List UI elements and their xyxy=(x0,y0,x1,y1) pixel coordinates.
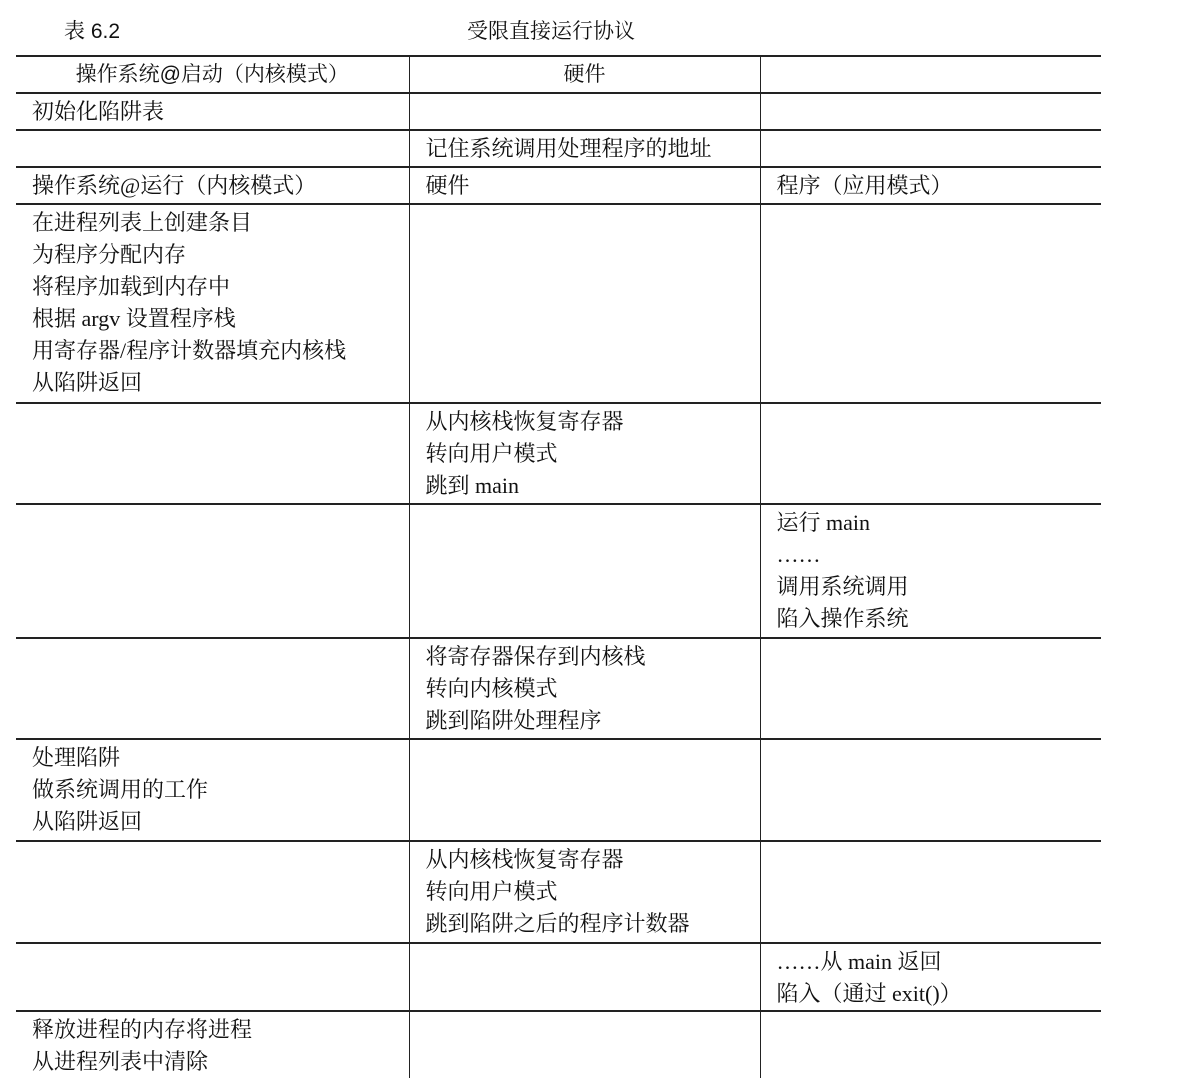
cell-line: 跳到陷阱处理程序 xyxy=(425,708,602,733)
cell-line: 转向用户模式 xyxy=(425,441,558,466)
header-label: 操作系统@启动（内核模式） xyxy=(75,63,349,86)
cell-line: 处理陷阱 xyxy=(32,745,121,770)
cell-line: 运行 main xyxy=(776,510,870,535)
cell-content xyxy=(761,1012,1102,1014)
cell-line: 调用系统调用 xyxy=(776,574,909,599)
cell-content xyxy=(410,1012,760,1014)
table-cell-os xyxy=(16,638,409,739)
table-title: 受限直接运行协议 xyxy=(467,20,635,43)
table-cell-os xyxy=(16,739,409,841)
cell-content xyxy=(410,168,760,202)
cell-line: 陷入操作系统 xyxy=(776,606,909,631)
cell-content xyxy=(761,168,1102,202)
table-number: 表 6.2 xyxy=(64,20,121,43)
table-cell-program xyxy=(760,130,1101,167)
table-cell-os xyxy=(16,93,409,130)
cell-line: ……从 main 返回 xyxy=(776,949,942,974)
cell-line: 转向内核模式 xyxy=(425,676,558,701)
cell-line: 从进程列表中清除 xyxy=(32,1049,209,1074)
cell-content xyxy=(16,205,409,399)
cell-content xyxy=(410,740,760,742)
table-cell-hardware xyxy=(409,739,760,841)
table-cell-os xyxy=(16,841,409,943)
table-row xyxy=(16,739,1101,841)
cell-line: 跳到陷阱之后的程序计数器 xyxy=(425,911,690,936)
cell-line: 跳到 main xyxy=(425,473,519,498)
table-header-row xyxy=(16,56,1101,93)
cell-content xyxy=(410,944,760,946)
cell-content xyxy=(16,131,409,133)
table-cell-program xyxy=(760,841,1101,943)
cell-line: 做系统调用的工作 xyxy=(32,777,209,802)
cell-line: 硬件 xyxy=(425,173,470,198)
cell-content xyxy=(16,740,409,838)
cell-content xyxy=(410,131,760,165)
table-row xyxy=(16,638,1101,739)
cell-content xyxy=(761,131,1102,133)
cell-content xyxy=(16,944,409,946)
header-cell-program xyxy=(760,56,1101,93)
cell-line: 从内核栈恢复寄存器 xyxy=(425,409,624,434)
table-cell-hardware xyxy=(409,130,760,167)
cell-line: 陷入（通过 exit()） xyxy=(776,981,962,1006)
cell-line: 用寄存器/程序计数器填充内核栈 xyxy=(32,338,347,363)
cell-line: 记住系统调用处理程序的地址 xyxy=(425,136,712,161)
table-cell-program xyxy=(760,638,1101,739)
cell-line: 在进程列表上创建条目 xyxy=(32,210,253,235)
cell-content xyxy=(410,94,760,96)
table-row xyxy=(16,93,1101,130)
header-label: 硬件 xyxy=(563,63,606,86)
header-cell-os-boot xyxy=(16,56,409,93)
cell-content xyxy=(410,842,760,940)
cell-line: 为程序分配内存 xyxy=(32,242,187,267)
protocol-table xyxy=(16,55,1101,1078)
cell-line: 从陷阱返回 xyxy=(32,370,143,395)
table-cell-hardware xyxy=(409,204,760,403)
table-cell-program xyxy=(760,1011,1101,1078)
table-cell-program xyxy=(760,943,1101,1011)
table-row xyxy=(16,167,1101,204)
cell-content xyxy=(16,1012,409,1078)
cell-line: 程序（应用模式） xyxy=(776,173,953,198)
table-cell-program xyxy=(760,204,1101,403)
table-cell-os xyxy=(16,943,409,1011)
table-cell-hardware xyxy=(409,841,760,943)
table-row xyxy=(16,504,1101,638)
table-cell-hardware xyxy=(409,1011,760,1078)
cell-line: 释放进程的内存将进程 xyxy=(32,1017,253,1042)
table-cell-hardware xyxy=(409,403,760,504)
cell-content xyxy=(16,168,409,202)
cell-line: 从内核栈恢复寄存器 xyxy=(425,847,624,872)
table-row xyxy=(16,403,1101,504)
cell-content xyxy=(410,205,760,207)
table-row xyxy=(16,943,1101,1011)
cell-line: 初始化陷阱表 xyxy=(32,99,165,124)
table-cell-os xyxy=(16,130,409,167)
header-cell-hardware xyxy=(409,56,760,93)
table-cell-hardware xyxy=(409,638,760,739)
cell-content xyxy=(761,842,1102,844)
table-row xyxy=(16,204,1101,403)
table-cell-hardware xyxy=(409,943,760,1011)
cell-content xyxy=(16,639,409,641)
table-cell-os xyxy=(16,1011,409,1078)
cell-line: …… xyxy=(776,542,821,567)
table-cell-hardware xyxy=(409,93,760,130)
table-row xyxy=(16,1011,1101,1078)
table-cell-os xyxy=(16,504,409,638)
table-cell-program xyxy=(760,403,1101,504)
table-cell-program xyxy=(760,93,1101,130)
cell-content xyxy=(761,639,1102,641)
cell-content xyxy=(410,505,760,507)
cell-content xyxy=(761,205,1102,207)
table-cell-hardware xyxy=(409,167,760,204)
cell-content xyxy=(761,740,1102,742)
cell-line: 操作系统@运行（内核模式） xyxy=(32,173,317,198)
cell-content xyxy=(410,639,760,737)
table-cell-hardware xyxy=(409,504,760,638)
cell-content xyxy=(761,94,1102,96)
table-cell-os xyxy=(16,403,409,504)
cell-content xyxy=(16,404,409,406)
cell-content xyxy=(16,505,409,507)
table-cell-program xyxy=(760,504,1101,638)
cell-line: 将寄存器保存到内核栈 xyxy=(425,644,646,669)
cell-line: 转向用户模式 xyxy=(425,879,558,904)
cell-content xyxy=(410,404,760,502)
cell-content xyxy=(761,404,1102,406)
cell-line: 从陷阱返回 xyxy=(32,809,143,834)
table-row xyxy=(16,130,1101,167)
table-cell-os xyxy=(16,204,409,403)
cell-content xyxy=(761,505,1102,635)
cell-content xyxy=(761,944,1102,1010)
cell-line: 根据 argv 设置程序栈 xyxy=(32,306,236,331)
table-cell-program xyxy=(760,739,1101,841)
cell-content xyxy=(16,842,409,844)
table-row xyxy=(16,841,1101,943)
cell-content xyxy=(16,94,409,128)
cell-line: 将程序加载到内存中 xyxy=(32,274,231,299)
table-cell-os xyxy=(16,167,409,204)
table-cell-program xyxy=(760,167,1101,204)
